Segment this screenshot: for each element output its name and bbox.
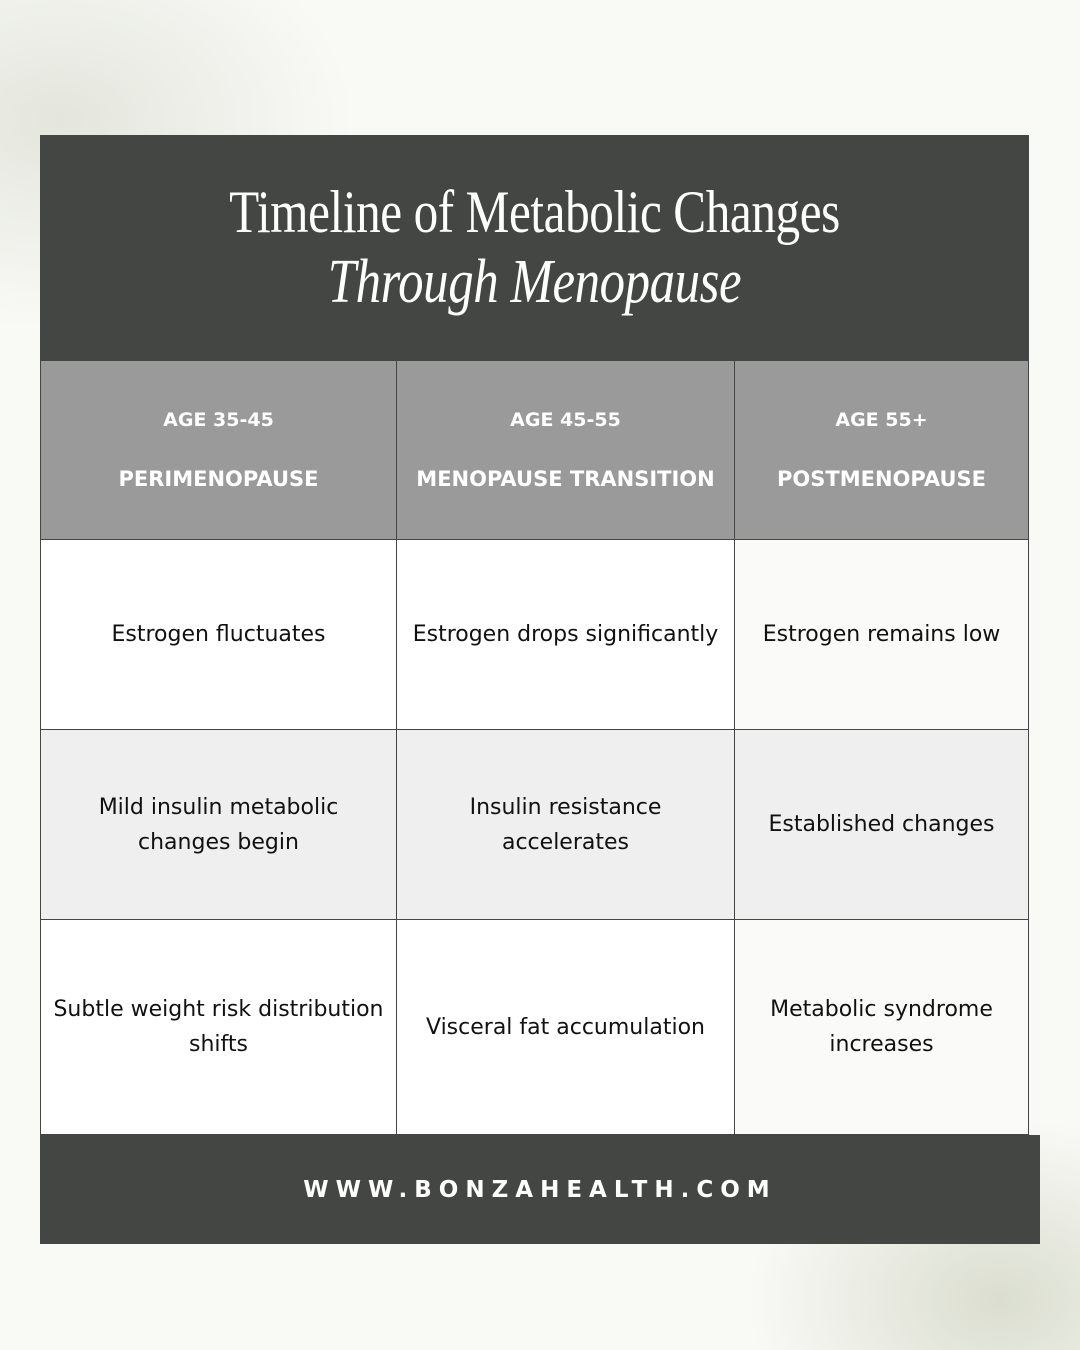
- table-cell: Metabolic syndrome increases: [735, 920, 1029, 1135]
- website-link[interactable]: WWW.BONZAHEALTH.COM: [303, 1176, 777, 1203]
- column-phase-label: POSTMENOPAUSE: [777, 467, 986, 491]
- column-age-label: AGE 35-45: [163, 409, 274, 431]
- column-header-postmenopause: [735, 361, 1029, 540]
- timeline-card: [40, 135, 1029, 1135]
- timeline-table: [40, 360, 1029, 1135]
- table-cell: Insulin resistance accelerates: [397, 730, 735, 920]
- table-row: [41, 540, 1029, 730]
- table-cell: Estrogen remains low: [735, 540, 1029, 730]
- page-title: Timeline of Metabolic Changes: [229, 179, 840, 245]
- table-cell: Established changes: [735, 730, 1029, 920]
- column-age-label: AGE 55+: [835, 409, 928, 431]
- column-age-label: AGE 45-55: [510, 409, 621, 431]
- table-row: [41, 730, 1029, 920]
- column-header-menopause-transition: [397, 361, 735, 540]
- column-phase-label: MENOPAUSE TRANSITION: [416, 467, 715, 491]
- table-header-row: [41, 361, 1029, 540]
- table-cell: Visceral fat accumulation: [397, 920, 735, 1135]
- table-cell: Estrogen drops significantly: [397, 540, 735, 730]
- table-row: [41, 920, 1029, 1135]
- table-cell: Mild insulin metabolic changes begin: [41, 730, 397, 920]
- column-phase-label: PERIMENOPAUSE: [118, 467, 319, 491]
- column-header-perimenopause: [41, 361, 397, 540]
- footer-banner: [40, 1135, 1040, 1244]
- table-cell: Subtle weight risk distribution shifts: [41, 920, 397, 1135]
- table-cell: Estrogen fluctuates: [41, 540, 397, 730]
- page-subtitle: Through Menopause: [327, 248, 742, 316]
- title-banner: [40, 135, 1029, 360]
